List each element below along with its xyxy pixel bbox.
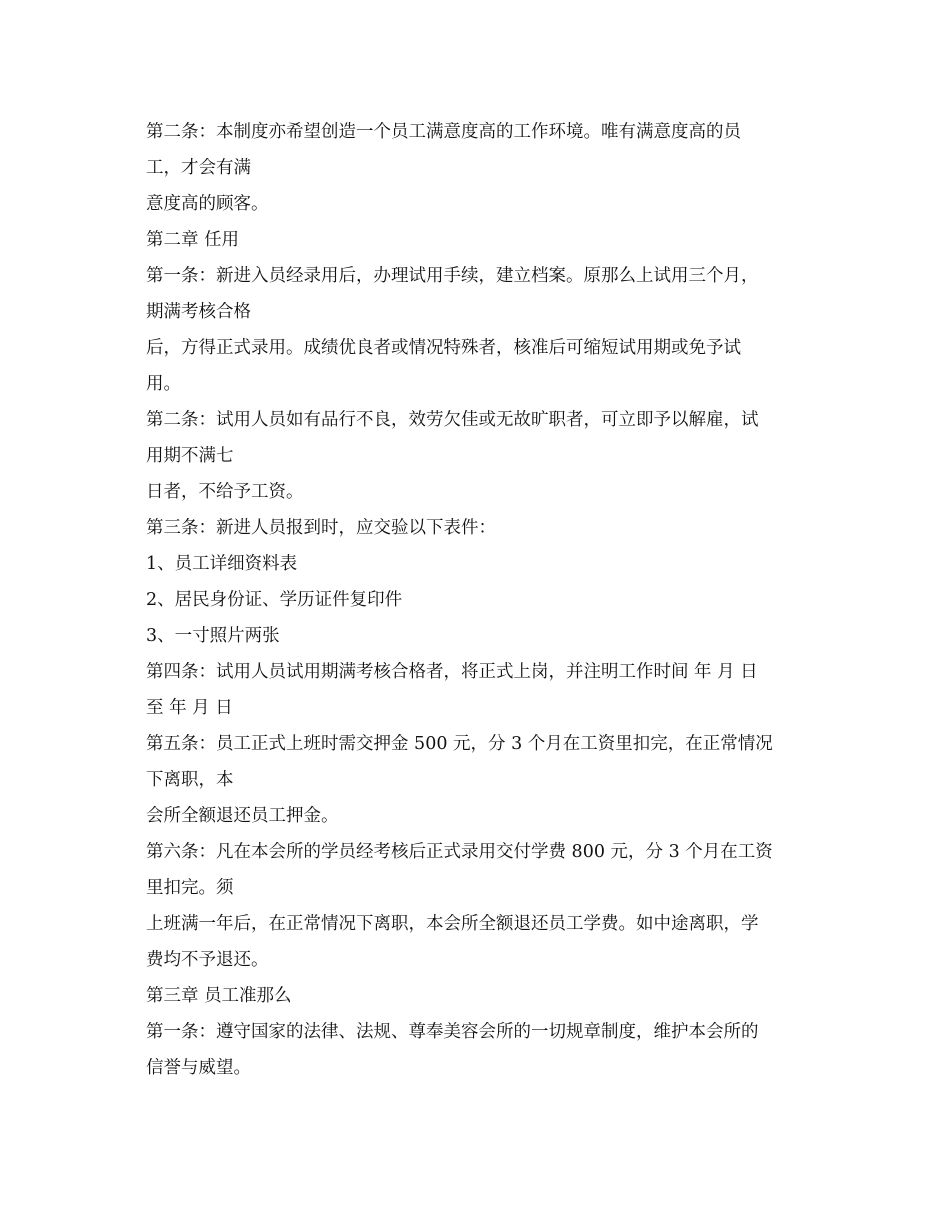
chapter-heading: 第三章 员工准那么 — [146, 986, 292, 1006]
text-line: 用期不满七 — [146, 446, 234, 466]
list-item: 1、员工详细资料表 — [146, 554, 298, 574]
text-line: 信誉与威望。 — [146, 1058, 251, 1078]
text-line: 费均不予退还。 — [146, 950, 269, 970]
chapter-heading: 第二章 任用 — [146, 230, 240, 250]
text-line: 工，才会有满 — [146, 158, 251, 178]
list-item: 3、一寸照片两张 — [146, 626, 280, 646]
text-line: 第一条：新进入员经录用后，办理试用手续，建立档案。原那么上试用三个月， — [146, 266, 759, 286]
text-line: 第三条：新进人员报到时，应交验以下表件： — [146, 518, 496, 538]
text-line: 至 年 月 日 — [146, 698, 233, 718]
text-line: 下离职，本 — [146, 770, 234, 790]
text-line: 第六条：凡在本会所的学员经考核后正式录用交付学费 800 元，分 3 个月在工资 — [146, 842, 773, 862]
text-line: 第二条：试用人员如有品行不良，效劳欠佳或无故旷职者，可立即予以解雇，试 — [146, 410, 759, 430]
text-line: 日者，不给予工资。 — [146, 482, 304, 502]
text-line: 期满考核合格 — [146, 302, 251, 322]
text-line: 第五条：员工正式上班时需交押金 500 元，分 3 个月在工资里扣完，在正常情况 — [146, 734, 773, 754]
text-line: 第一条：遵守国家的法律、法规、尊奉美容会所的一切规章制度，维护本会所的 — [146, 1022, 759, 1042]
text-line: 第二条：本制度亦希望创造一个员工满意度高的工作环境。唯有满意度高的员 — [146, 122, 741, 142]
list-item: 2、居民身份证、学历证件复印件 — [146, 590, 403, 610]
text-line: 第四条：试用人员试用期满考核合格者，将正式上岗，并注明工作时间 年 月 日 — [146, 662, 758, 682]
document-body — [146, 114, 806, 1086]
text-line: 里扣完。须 — [146, 878, 234, 898]
text-line: 意度高的顾客。 — [146, 194, 269, 214]
text-line: 用。 — [146, 374, 181, 394]
text-line: 上班满一年后，在正常情况下离职，本会所全额退还员工学费。如中途离职，学 — [146, 914, 759, 934]
text-line: 后，方得正式录用。成绩优良者或情况特殊者，核准后可缩短试用期或免予试 — [146, 338, 741, 358]
text-line: 会所全额退还员工押金。 — [146, 806, 339, 826]
